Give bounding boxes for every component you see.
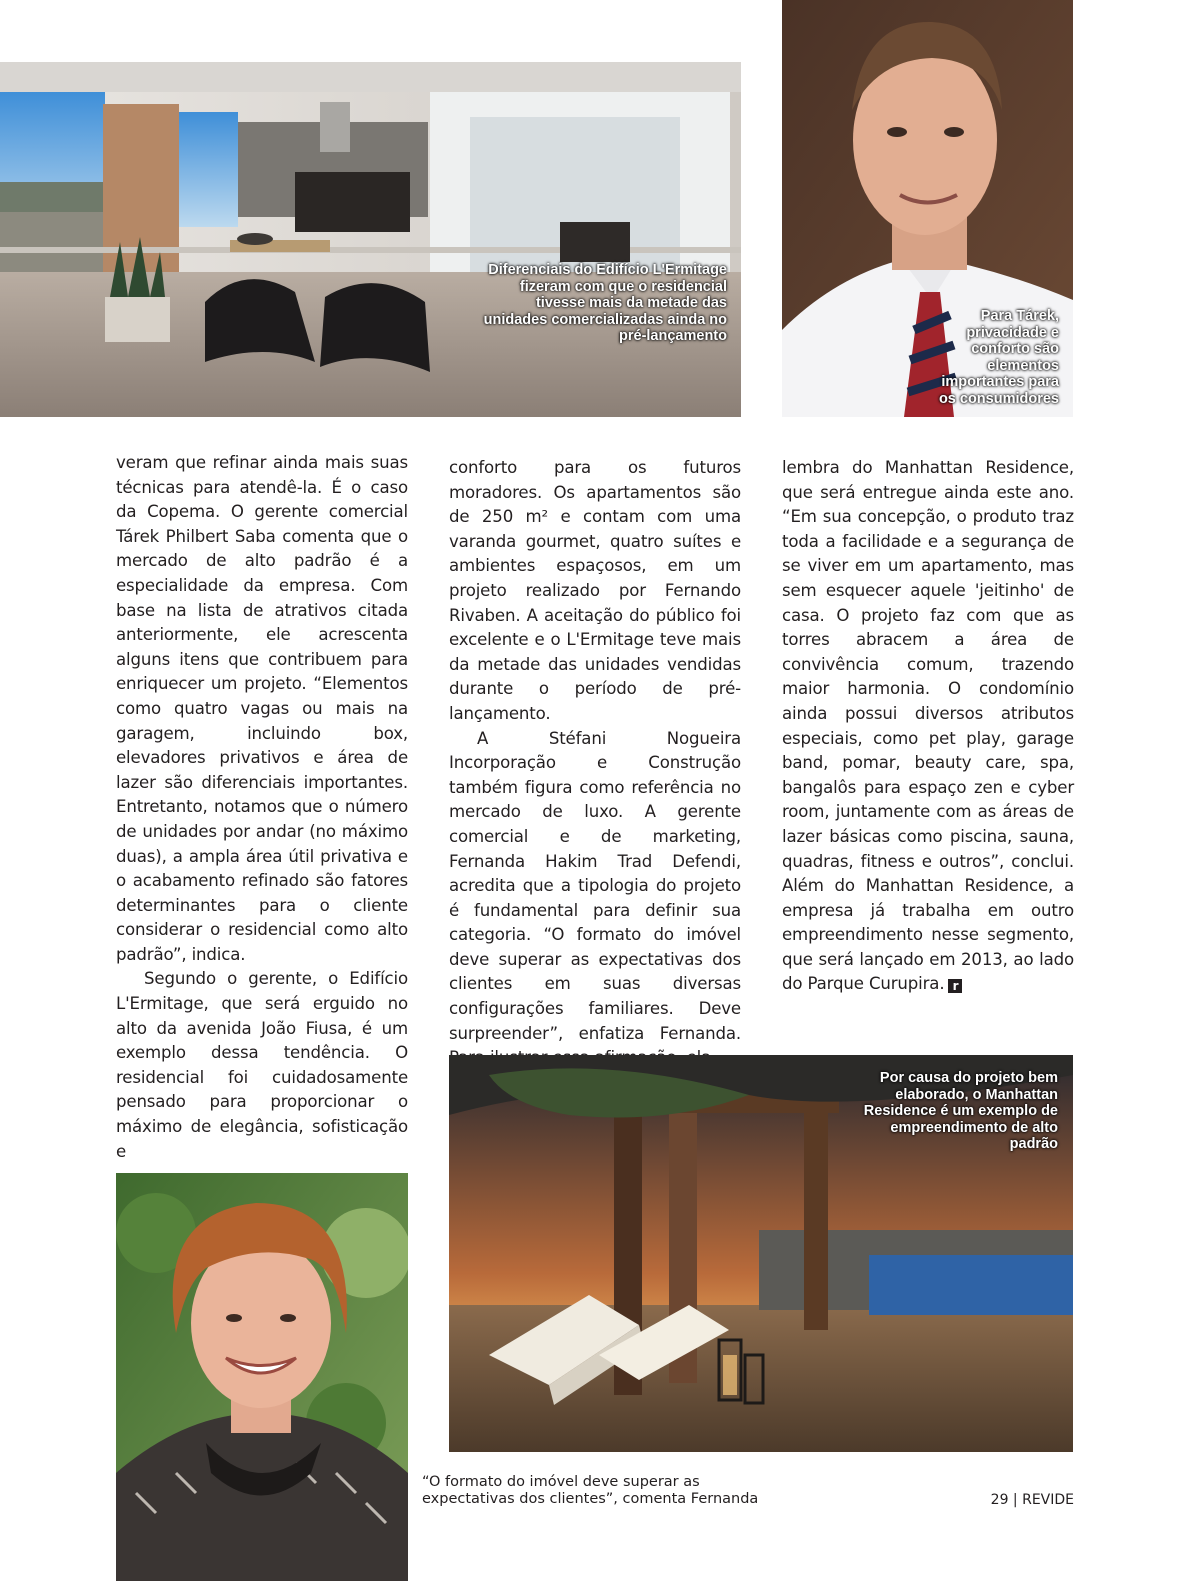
- fernanda-photo-caption: “O formato do imóvel deve superar as expectativas dos clientes”, comenta Fernanda: [422, 1474, 759, 1507]
- end-mark: r: [948, 979, 962, 993]
- article-column-1: [116, 451, 408, 1164]
- apartment-balcony-render-icon: [0, 62, 741, 417]
- article-paragraph: conforto para os futuros moradores. Os apartamentos são de 250 m² e contam com uma varanda gourmet, quatro suítes e ambientes espaçosos, em um projeto realizado por Fernando Rivaben. A aceitação do público foi excelente e o L'Ermitage teve mais da metade das unidades vendidas durante o período de pré-lançamento.: [449, 458, 741, 723]
- woman-portrait-photo-icon: [116, 1173, 408, 1581]
- manhattan-photo-caption: Por causa do projeto bem elaborado, o Manhattan Residence é um exemplo de empreendimento de alto padrão: [863, 1070, 1058, 1152]
- page-folio: 29 | REVIDE: [990, 1492, 1074, 1508]
- fernanda-photo: [116, 1173, 408, 1581]
- interior-photo: [0, 62, 741, 417]
- article-column-3: [782, 456, 1074, 997]
- interior-photo-caption: Diferenciais do Edifício L'Ermitage fizeram com que o residencial tivesse mais da metade das unidades comercializadas ainda no pré-lançamento: [483, 262, 727, 344]
- article-paragraph: Segundo o gerente, o Edifício L'Ermitage, que será erguido no alto da avenida João Fiusa, é um exemplo dessa tendência. O residencial foi cuidadosamente pensado para proporcionar o máximo de elegância, sofisticação e: [116, 969, 408, 1161]
- tarek-photo-caption: Para Tárek, privacidade e conforto são elementos importantes para os consumidores: [938, 308, 1059, 407]
- article-paragraph: veram que refinar ainda mais suas técnicas para atendê-la. É o caso da Copema. O gerente comercial Tárek Philbert Saba comenta que o mercado de alto padrão é a especialidade da empresa. Com base na lista de atrativos citada anteriormente, ele acrescenta alguns itens que contribuem para enriquecer um projeto. “Elementos como quatro vagas ou mais na garagem, incluindo box, elevadores privativos e área de lazer são diferenciais importantes. Entretanto, notamos que o número de unidades por andar (no máximo duas), a ampla área útil privativa e o acabamento refinado são fatores determinantes para o cliente considerar o residencial como alto padrão”, indica.: [116, 453, 408, 964]
- article-paragraph: A Stéfani Nogueira Incorporação e Construção também figura como referência no mercado de luxo. A gerente comercial e de marketing, Fernanda Hakim Trad Defendi, acredita que a tipologia do projeto é fundamental para definir sua categoria. “O formato do imóvel deve superar as expectativas dos clientes em suas diversas configurações familiares. Deve surpreender”, enfatiza Fernanda.: [449, 728, 741, 1043]
- article-paragraph: lembra do Manhattan Residence, que será entregue ainda este ano. “Em sua concepção, o produto traz toda a facilidade e a segurança de se viver em um apartamento, mas sem esquecer aquele 'jeitinho' de casa. O projeto faz com que as torres abracem a área de convivência comum, trazendo maior harmonia. O condomínio ainda possui diversos atributos especiais, como pet play, garage band, pomar, beauty care, spa, bangalôs para espaço zen e cyber room, juntamente com as áreas de lazer básicas como piscina, sauna, quadras, fitness e outros”, conclui. Além do Manhattan Residence, a empresa já trabalha em outro empreendimento nesse segmento, que será lançado em 2013, ao lado do Parque Curupira.: [782, 458, 1074, 994]
- article-column-2: [449, 456, 741, 1071]
